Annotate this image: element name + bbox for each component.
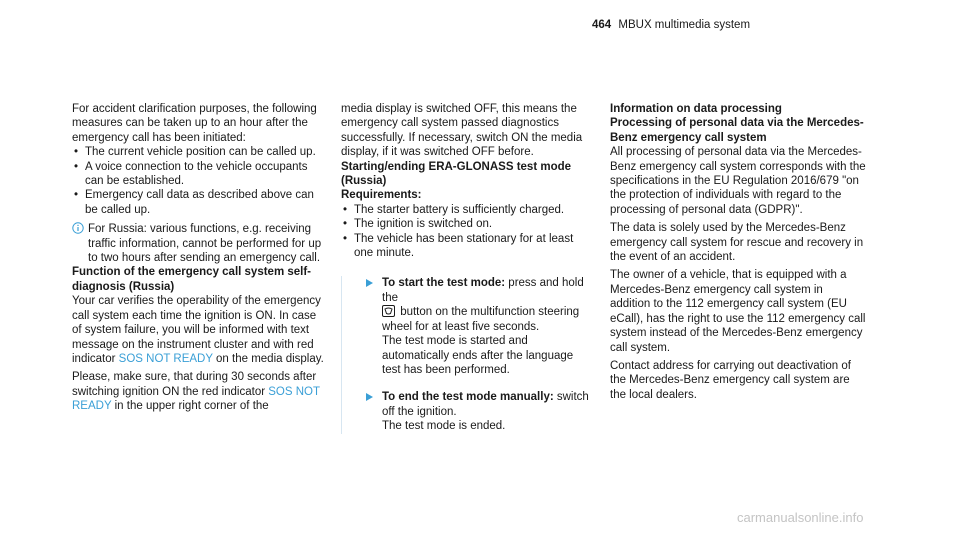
list-item: • The ignition is switched on. [341,217,592,231]
step-start-test-mode: To start the test mode: press and hold the button on the multifunction steering wheel for at least five seconds. The test mode is started and automatically ends after the language test has been performed. [342,276,592,377]
diagnostics-paragraph: media display is switched OFF, this means the emergency call system passed diagnostics successfully. If necessary, switch ON the media display, if it was switched OFF before. [341,103,583,159]
section-heading: Starting/ending ERA-GLONASS test mode (Russia) [341,160,572,188]
ignition-paragraph: Please, make sure, that during 30 seconds after switching ignition ON the red indicator SOS NOT READY in the upper right corner of the [72,371,320,413]
sos-not-ready-indicator: SOS NOT READY [118,352,213,365]
arrow-right-icon [366,393,373,401]
test-mode-steps [341,276,592,433]
contact-paragraph: Contact address for carrying out deactivation of the Mercedes-Benz emergency call system are the local dealers. [610,359,851,401]
intro-paragraph: For accident clarification purposes, the following measures can be taken up to an hour after the emergency call has been initiated: [72,103,317,144]
list-item: • A voice connection to the vehicle occupants can be established. [72,160,328,189]
subsection-heading: Processing of personal data via the Mercedes-Benz emergency call system [610,117,864,144]
section-heading: Function of the emergency call system self-diagnosis (Russia) [72,266,312,293]
column-3 [610,102,866,402]
note-text: For Russia: various functions, e.g. receiving traffic information, cannot be performed for up to two hours after sending an emergency call. [88,223,322,265]
page-header-title: MBUX multimedia system [618,19,751,31]
owner-rights-paragraph: The owner of a vehicle, that is equipped with a Mercedes-Benz emergency call system in addition to the 112 emergency call system (EU eCall), has the right to use the 112 emergency call system instead of the Mercedes-Benz emergency call system. [610,269,866,354]
column-1 [72,102,328,414]
section-heading: Information on data processing [610,103,782,115]
sos-not-ready-indicator: SOS NOT READY [72,385,320,413]
list-item: • Emergency call data as described above can be called up. [72,188,328,217]
list-item: • The vehicle has been stationary for at least one minute. [341,232,592,261]
step-end-test-mode: To end the test mode manually: switch off the ignition. The test mode is ended. [342,390,592,433]
page-header [592,19,750,31]
info-circle-icon [72,222,84,234]
requirements-list [341,203,592,261]
gdpr-paragraph: All processing of personal data via the Mercedes-Benz emergency call system corresponds with the specifications in the EU Regulation 2016/679 "on the protection of individuals with regard to the processing of personal data (GDPR)". [610,146,866,216]
list-item: • The current vehicle position can be called up. [72,145,328,159]
arrow-right-icon [366,279,373,287]
requirements-label: Requirements: [341,189,422,202]
column-2 [341,102,592,434]
data-usage-paragraph: The data is solely used by the Mercedes-Benz emergency call system for rescue and recovery in the event of an accident. [610,222,864,264]
steering-wheel-voice-button-icon [382,305,395,317]
page-number: 464 [592,19,612,31]
russia-note [72,222,328,265]
list-item: • The starter battery is sufficiently charged. [341,203,592,217]
measures-list [72,145,328,217]
self-diagnosis-paragraph: Your car verifies the operability of the emergency call system each time the ignition is ON. In case of system failure, you will be informed with text message on the instrument cluster and with red indicator SOS NOT READY on the media display. [72,295,324,365]
watermark: carmanualsonline.info [737,510,864,525]
